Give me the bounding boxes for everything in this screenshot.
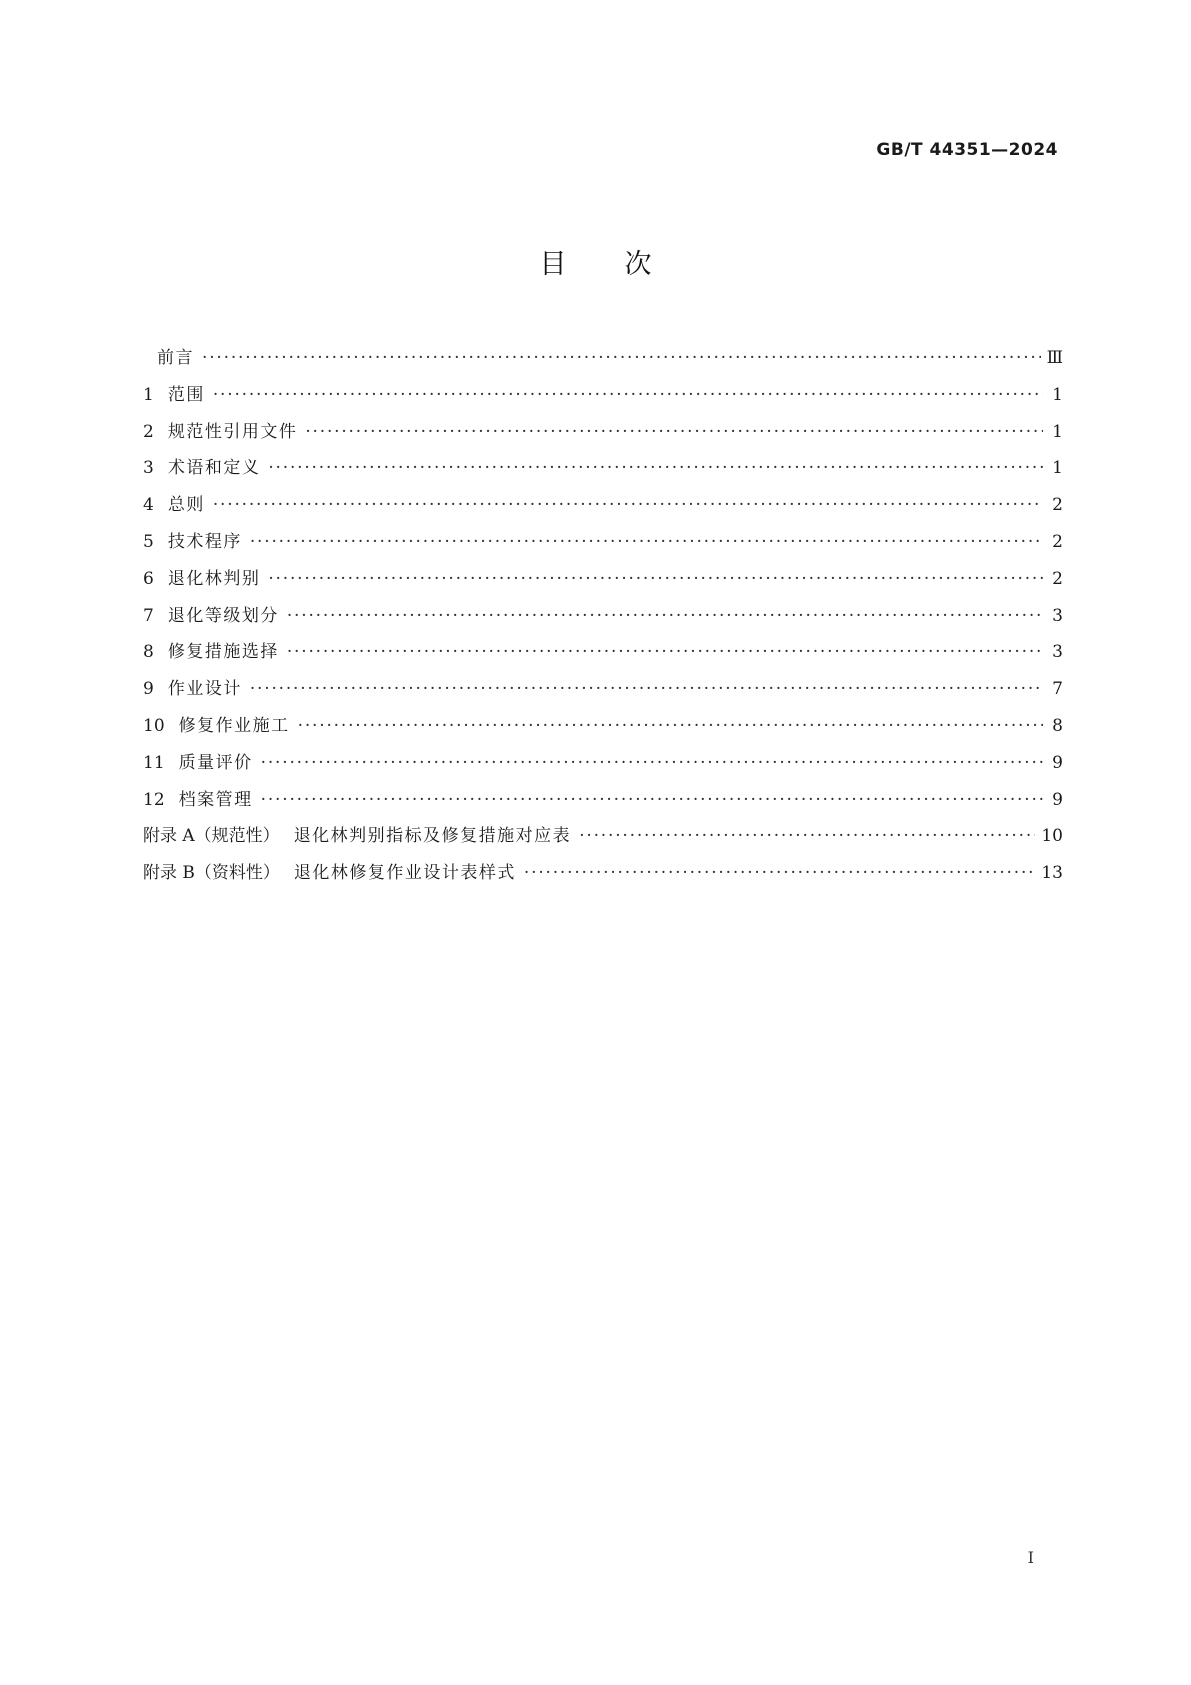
toc-dot-leader	[213, 377, 1043, 414]
toc-dot-leader	[250, 524, 1043, 561]
toc-entry-number: 6	[143, 568, 154, 589]
toc-entry-page: 1	[1052, 421, 1063, 442]
toc-dot-leader	[268, 450, 1043, 487]
toc-entry-procedure[interactable]	[143, 524, 1063, 561]
toc-entry-normative-references[interactable]	[143, 414, 1063, 451]
toc-entry-number: 4	[143, 495, 154, 516]
toc-entry-terms[interactable]	[143, 450, 1063, 487]
toc-entry-label: 修复作业施工	[178, 715, 290, 736]
standard-code: GB/T 44351—2024	[876, 140, 1058, 160]
toc-entry-page: 2	[1052, 568, 1063, 589]
toc-dot-leader	[287, 634, 1043, 671]
toc-entry-design[interactable]	[143, 671, 1063, 708]
toc-entry-foreword[interactable]	[143, 340, 1063, 377]
toc-entry-general[interactable]	[143, 487, 1063, 524]
toc-entry-page: 3	[1052, 605, 1063, 626]
toc-entry-page: 2	[1052, 531, 1063, 552]
toc-entry-page: Ⅲ	[1046, 348, 1063, 368]
toc-entry-appendix-b[interactable]	[143, 855, 1063, 892]
toc-entry-label: 术语和定义	[167, 458, 261, 479]
toc-entry-number: 12	[143, 789, 165, 810]
toc-entry-page: 1	[1052, 384, 1063, 405]
toc-entry-label: 技术程序	[167, 531, 242, 552]
toc-entry-number: 11	[143, 752, 165, 773]
toc-entry-page: 9	[1052, 752, 1063, 773]
toc-entry-number: 3	[143, 458, 154, 479]
toc-dot-leader	[261, 782, 1043, 819]
toc-entry-page: 7	[1052, 679, 1063, 700]
toc-dot-leader	[287, 598, 1043, 635]
toc-entry-page: 3	[1052, 642, 1063, 663]
toc-dot-leader	[579, 818, 1035, 855]
toc-entry-number: 8	[143, 642, 154, 663]
toc-entry-number: 附录 B（资料性）	[143, 863, 280, 884]
toc-dot-leader	[261, 745, 1043, 782]
toc-entry-grading[interactable]	[143, 598, 1063, 635]
table-of-contents	[143, 340, 1063, 892]
toc-entry-label: 范围	[167, 384, 205, 405]
toc-entry-records[interactable]	[143, 782, 1063, 819]
toc-dot-leader	[202, 340, 1041, 377]
toc-entry-label: 退化林判别指标及修复措施对应表	[293, 826, 572, 847]
toc-entry-label: 规范性引用文件	[167, 421, 298, 442]
toc-entry-number: 1	[143, 384, 154, 405]
toc-entry-label: 退化林判别	[167, 568, 261, 589]
toc-entry-label: 退化等级划分	[167, 605, 279, 626]
toc-dot-leader	[305, 414, 1043, 451]
toc-entry-label: 修复措施选择	[167, 642, 279, 663]
toc-dot-leader	[298, 708, 1043, 745]
toc-entry-label: 质量评价	[178, 752, 253, 773]
toc-entry-number: 2	[143, 421, 154, 442]
toc-entry-number: 9	[143, 679, 154, 700]
toc-entry-page: 1	[1052, 458, 1063, 479]
toc-dot-leader	[524, 855, 1035, 892]
toc-entry-number: 10	[143, 715, 165, 736]
toc-entry-label: 作业设计	[167, 679, 242, 700]
page-title: 目次	[539, 249, 710, 280]
toc-entry-appendix-a[interactable]	[143, 818, 1063, 855]
toc-entry-page: 2	[1052, 495, 1063, 516]
toc-entry-page: 13	[1041, 863, 1063, 884]
toc-entry-page: 10	[1041, 826, 1063, 847]
toc-dot-leader	[250, 671, 1043, 708]
toc-entry-page: 8	[1052, 715, 1063, 736]
toc-entry-label: 总则	[167, 495, 205, 516]
toc-entry-measures[interactable]	[143, 634, 1063, 671]
toc-entry-number: 5	[143, 531, 154, 552]
toc-entry-label: 退化林修复作业设计表样式	[293, 863, 516, 884]
toc-entry-scope[interactable]	[143, 377, 1063, 414]
toc-entry-evaluation[interactable]	[143, 745, 1063, 782]
toc-entry-page: 9	[1052, 789, 1063, 810]
toc-entry-construction[interactable]	[143, 708, 1063, 745]
toc-dot-leader	[213, 487, 1043, 524]
toc-dot-leader	[268, 561, 1043, 598]
toc-entry-label: 档案管理	[178, 789, 253, 810]
page-number: Ⅰ	[1027, 1548, 1034, 1567]
toc-entry-identification[interactable]	[143, 561, 1063, 598]
toc-entry-label: 前言	[157, 348, 194, 368]
toc-entry-number: 7	[143, 605, 154, 626]
toc-entry-number: 附录 A（规范性）	[143, 826, 280, 847]
